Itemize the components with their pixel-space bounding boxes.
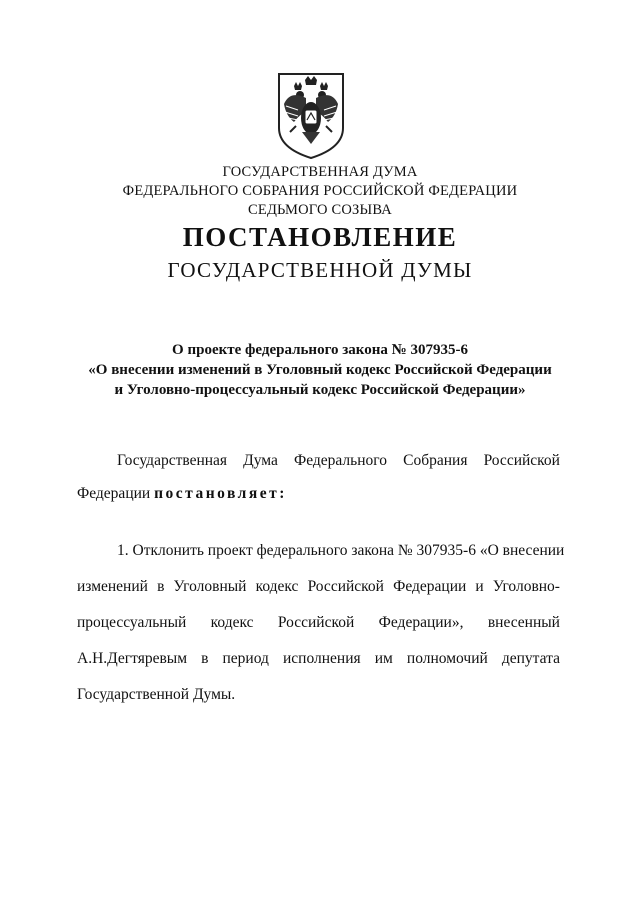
header-line-3: СЕДЬМОГО СОЗЫВА	[248, 202, 392, 218]
preamble-word: Федерального	[293, 452, 388, 469]
resolution-title	[0, 340, 640, 400]
item1-word: им	[374, 650, 393, 667]
item1-word: Уголовно-	[492, 578, 560, 595]
preamble-word: Собрания	[403, 452, 468, 469]
resolution-title-line-3: и Уголовно-процессуальный кодекс Российской Федерации»	[114, 382, 526, 398]
item1-line-4	[77, 650, 560, 668]
preamble-word: Российской	[483, 452, 560, 469]
preamble-word: Дума	[243, 452, 278, 469]
item1-word: депутата	[501, 650, 560, 667]
preamble-federation: Федерации	[77, 485, 155, 502]
item1-word: процессуальный	[77, 614, 187, 631]
item1-word: Российской	[307, 578, 384, 595]
header-line-2: ФЕДЕРАЛЬНОГО СОБРАНИЯ РОССИЙСКОЙ ФЕДЕРАЦИИ	[122, 183, 518, 199]
item1-line-3	[77, 614, 560, 632]
document-subtitle: ГОСУДАРСТВЕННОЙ ДУМЫ	[167, 258, 473, 282]
preamble-line-1	[117, 452, 560, 470]
item1-word: внесенный	[487, 614, 560, 631]
item1-word: кодекс	[255, 578, 299, 595]
preamble-line-2	[77, 485, 287, 503]
item1-word: в	[157, 578, 165, 595]
item1-word: Российской	[277, 614, 355, 631]
item1-word: в	[201, 650, 209, 667]
item1-word: изменений	[77, 578, 148, 595]
preamble-word: Государственная	[117, 452, 228, 469]
resolution-title-line-2: «О внесении изменений в Уголовный кодекс Российской Федерации	[88, 362, 552, 378]
item1-word: исполнения	[283, 650, 361, 667]
coat-of-arms-icon	[276, 70, 346, 160]
item1-line-5: Государственной Думы.	[77, 686, 236, 703]
resolution-title-line-1: О проекте федерального закона № 307935-6	[172, 342, 468, 358]
item1-word: Уголовный	[173, 578, 247, 595]
item1-word: кодекс	[210, 614, 254, 631]
item1-word: период	[222, 650, 269, 667]
document-title: ПОСТАНОВЛЕНИЕ	[182, 222, 458, 252]
item1-word: Федерации»,	[378, 614, 464, 631]
item1-word: А.Н.Дегтяревым	[77, 650, 188, 667]
item1-word: и	[475, 578, 484, 595]
issuer-header	[0, 163, 640, 220]
item1-word: полномочий	[406, 650, 488, 667]
item1-line-2	[77, 578, 560, 596]
item1-line-1: 1. Отклонить проект федерального закона № 307935-6 «О внесении	[117, 542, 565, 559]
header-line-1: ГОСУДАРСТВЕННАЯ ДУМА	[222, 164, 418, 180]
item1-word: Федерации	[393, 578, 467, 595]
decree-word: постановляет:	[154, 485, 287, 502]
